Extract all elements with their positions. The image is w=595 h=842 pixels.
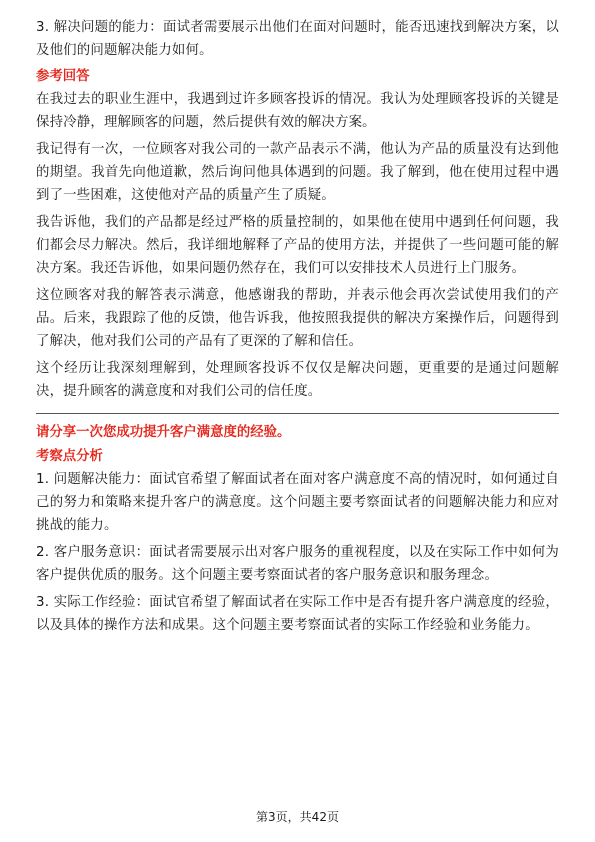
section-divider [36,413,559,414]
analysis-item: 3. 实际工作经验：面试官希望了解面试者在实际工作中是否有提升客户满意度的经验，以及具体的操作方法和成果。这个问题主要考察面试者的实际工作经验和业务能力。 [36,595,559,633]
document-page [36,16,559,637]
analysis-heading: 考察点分析 [36,449,103,464]
reference-answer-heading: 参考回答 [36,69,90,84]
answer-paragraph: 这位顾客对我的解答表示满意，他感谢我的帮助，并表示他会再次尝试使用我们的产品。后来，我跟踪了他的反馈，他告诉我，他按照我提供的解决方案操作后，问题得到了解决，他对我们公司的产品有了更深的了解和信任。 [36,288,559,349]
answer-paragraph: 我记得有一次，一位顾客对我公司的一款产品表示不满，他认为产品的质量没有达到他的期望。我首先向他道歉，然后询问他具体遇到的问题。我了解到，他在使用过程中遇到了一些困难，这使他对产品的质量产生了质疑。 [36,142,559,203]
previous-analysis-item-3: 3. 解决问题的能力：面试者需要展示出他们在面对问题时，能否迅速找到解决方案，以及他们的问题解决能力如何。 [36,20,559,58]
page-number-footer: 第3页，共42页 [256,810,339,824]
analysis-item: 2. 客户服务意识：面试者需要展示出对客户服务的重视程度，以及在实际工作中如何为客户提供优质的服务。这个问题主要考察面试者的客户服务意识和服务理念。 [36,545,559,583]
answer-paragraph: 在我过去的职业生涯中，我遇到过许多顾客投诉的情况。我认为处理顾客投诉的关键是保持冷静，理解顾客的问题，然后提供有效的解决方案。 [36,92,559,130]
answer-paragraph: 这个经历让我深刻理解到，处理顾客投诉不仅仅是解决问题，更重要的是通过问题解决，提升顾客的满意度和对我们公司的信任度。 [36,361,559,399]
question-title: 请分享一次您成功提升客户满意度的经验。 [36,425,291,440]
answer-paragraph: 我告诉他，我们的产品都是经过严格的质量控制的，如果他在使用中遇到任何问题，我们都会尽力解决。然后，我详细地解释了产品的使用方法，并提供了一些问题可能的解决方案。我还告诉他，如果问题仍然存在，我们可以安排技术人员进行上门服务。 [36,215,559,276]
analysis-item: 1. 问题解决能力：面试官希望了解面试者在面对客户满意度不高的情况时，如何通过自己的努力和策略来提升客户的满意度。这个问题主要考察面试者的问题解决能力和应对挑战的能力。 [36,472,559,533]
